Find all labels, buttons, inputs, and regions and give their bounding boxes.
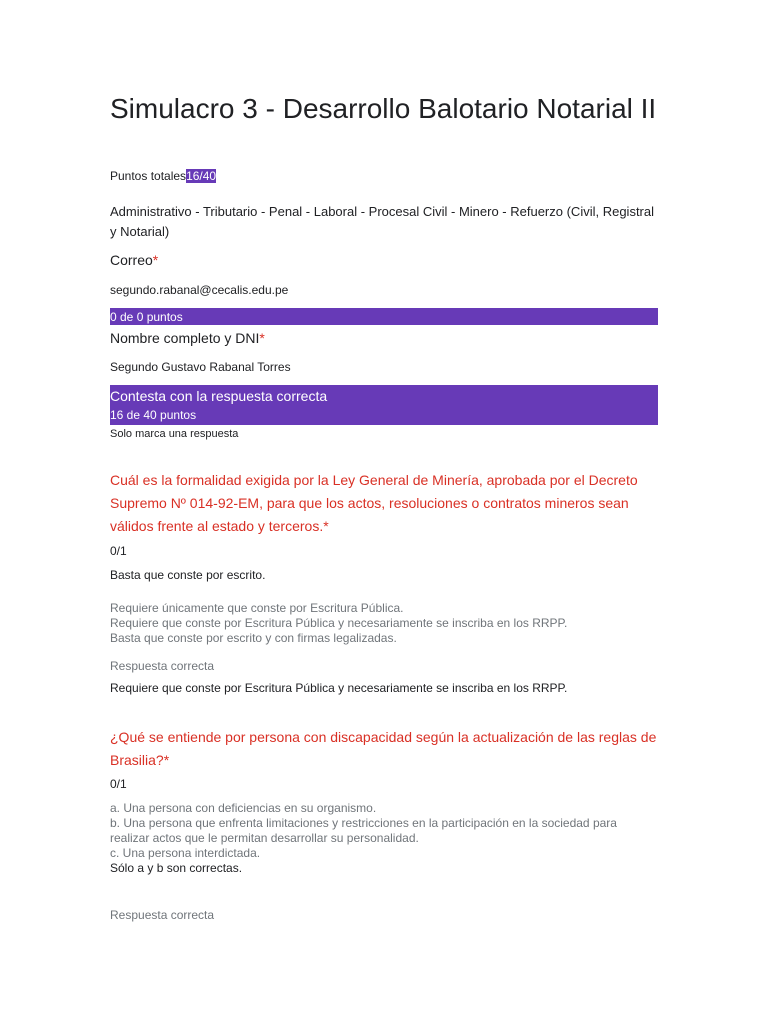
page-title: Simulacro 3 - Desarrollo Balotario Notarial II [110, 93, 657, 124]
total-points-value: 16/40 [186, 169, 217, 183]
question-2-score: 0/1 [110, 777, 127, 791]
question-2-text: ¿Qué se entiende por persona con discapacidad según la actualización de las reglas de Brasilia?* [110, 729, 657, 768]
total-points-line [110, 167, 216, 185]
section-points: 16 de 40 puntos [110, 408, 197, 422]
option-item: Requiere únicamente que conste por Escritura Pública. [110, 601, 404, 615]
option-item: a. Una persona con deficiencias en su organismo. [110, 801, 377, 815]
question-1-text: Cuál es la formalidad exigida por la Ley General de Minería, aprobada por el Decreto Supremo Nº 014-92-EM, para que los actos, resoluciones o contratos mineros sean válidos frente al estado y terceros.* [110, 472, 638, 534]
option-item: Basta que conste por escrito y con firmas legalizadas. [110, 631, 397, 645]
required-asterisk: * [259, 330, 265, 346]
email-points: 0 de 0 puntos [110, 310, 183, 324]
name-label-text: Nombre completo y DNI [110, 330, 260, 346]
option-item: b. Una persona que enfrenta limitaciones y restricciones en la participación en la sociedad para realizar actos que le permitan desarrollar su personalidad. [110, 816, 617, 845]
total-points-label: Puntos totales [110, 169, 187, 183]
name-question-label [110, 328, 265, 348]
question-1-other-options [110, 601, 658, 646]
email-label-text: Correo [110, 252, 153, 268]
question-1-score: 0/1 [110, 544, 127, 558]
form-description: Administrativo - Tributario - Penal - Laboral - Procesal Civil - Minero - Refuerzo (Civil, Registral y Notarial) [110, 204, 655, 239]
email-answer: segundo.rabanal@cecalis.edu.pe [110, 283, 289, 297]
name-answer: Segundo Gustavo Rabanal Torres [110, 360, 291, 374]
option-item: c. Una persona interdictada. [110, 846, 261, 860]
question-1-correct-answer: Requiere que conste por Escritura Pública y necesariamente se inscriba en los RRPP. [110, 681, 568, 695]
question-1-correct-label: Respuesta correcta [110, 659, 215, 673]
question-1-selected-answer: Basta que conste por escrito. [110, 568, 266, 582]
section-title: Contesta con la respuesta correcta [110, 388, 328, 404]
email-points-bar [110, 308, 658, 325]
section-header-bar [110, 385, 658, 425]
question-2-selected-answer: Sólo a y b son correctas. [110, 861, 243, 875]
email-question-label [110, 250, 158, 270]
section-instruction: Solo marca una respuesta [110, 428, 239, 440]
question-2-options [110, 801, 658, 876]
question-2-correct-label: Respuesta correcta [110, 908, 215, 922]
required-asterisk: * [152, 252, 159, 268]
option-item: Requiere que conste por Escritura Pública y necesariamente se inscriba en los RRPP. [110, 616, 568, 630]
